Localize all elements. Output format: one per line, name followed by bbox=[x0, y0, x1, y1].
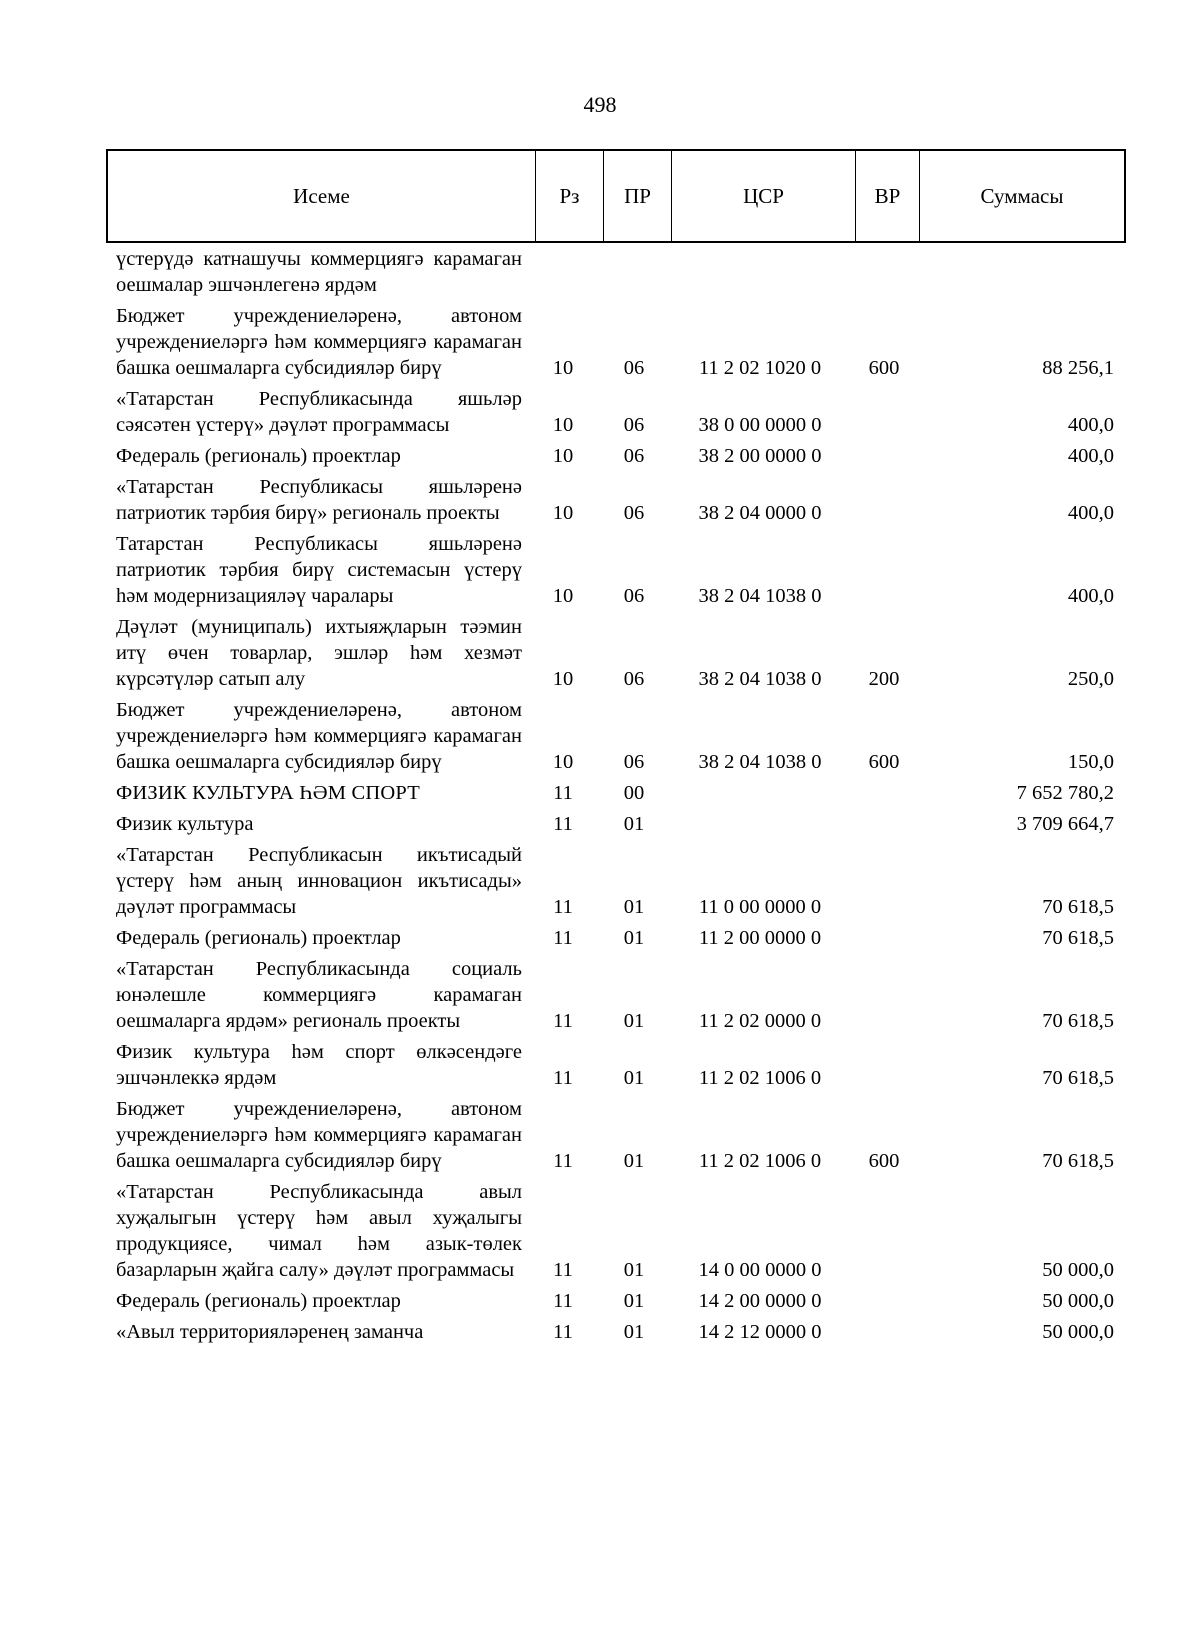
row-pr: 06 bbox=[623, 445, 645, 467]
table-row bbox=[106, 1039, 1126, 1091]
row-rz: 10 bbox=[552, 751, 574, 773]
table-row bbox=[106, 1288, 1126, 1314]
row-vr: 200 bbox=[868, 668, 900, 690]
header-sum: Суммасы bbox=[980, 183, 1064, 208]
row-sum: 70 618,5 bbox=[1042, 927, 1114, 949]
row-pr: 06 bbox=[623, 585, 645, 607]
row-name: Бюджет учреждениеләренә, автоном учреждениеләргә һәм коммерциягә карамаган башка оешмаларга субсидияләр бирү bbox=[116, 1098, 522, 1172]
row-sum: 400,0 bbox=[1067, 445, 1114, 467]
row-rz: 11 bbox=[553, 927, 573, 949]
row-rz: 11 bbox=[553, 1150, 573, 1172]
row-vr: 600 bbox=[868, 357, 900, 379]
row-sum: 70 618,5 bbox=[1042, 1067, 1114, 1089]
row-csr: 38 0 00 0000 0 bbox=[698, 414, 822, 436]
row-sum: 50 000,0 bbox=[1042, 1259, 1114, 1281]
row-sum: 400,0 bbox=[1067, 585, 1114, 607]
row-pr: 01 bbox=[623, 1290, 645, 1312]
table-row bbox=[106, 697, 1126, 775]
row-name: «Татарстан Республикасы яшьләренә патриотик тәрбия бирү» региональ проекты bbox=[116, 476, 522, 524]
row-name: «Авыл территорияләренең заманча bbox=[116, 1321, 424, 1343]
row-name: «Татарстан Республикасын икътисадый үстерү һәм аның инновацион икътисады» дәүләт программасы bbox=[116, 844, 522, 918]
row-rz: 11 bbox=[553, 1290, 573, 1312]
row-pr: 01 bbox=[623, 1067, 645, 1089]
row-pr: 06 bbox=[623, 357, 645, 379]
budget-table-body bbox=[106, 246, 1126, 1350]
row-name: ФИЗИК КУЛЬТУРА ҺӘМ СПОРТ bbox=[116, 782, 420, 804]
row-sum: 250,0 bbox=[1067, 668, 1114, 690]
row-rz: 11 bbox=[553, 1259, 573, 1281]
table-row bbox=[106, 443, 1126, 469]
row-pr: 01 bbox=[623, 813, 645, 835]
table-row bbox=[106, 811, 1126, 837]
row-pr: 06 bbox=[623, 414, 645, 436]
row-pr: 06 bbox=[623, 668, 645, 690]
page-number: 498 bbox=[583, 92, 617, 117]
header-csr: ЦСР bbox=[672, 151, 856, 241]
table-row bbox=[106, 246, 1126, 298]
row-rz: 11 bbox=[553, 896, 573, 918]
row-name: Федераль (региональ) проектлар bbox=[116, 1290, 401, 1312]
row-sum: 50 000,0 bbox=[1042, 1321, 1114, 1343]
row-csr: 11 2 02 1006 0 bbox=[698, 1150, 822, 1172]
row-pr: 01 bbox=[623, 1150, 645, 1172]
row-csr: 38 2 04 1038 0 bbox=[698, 585, 822, 607]
row-name: «Татарстан Республикасында социаль юнәлешле коммерциягә карамаган оешмаларга ярдәм» региональ проекты bbox=[116, 958, 522, 1032]
row-sum: 3 709 664,7 bbox=[1016, 813, 1114, 835]
row-pr: 01 bbox=[623, 1259, 645, 1281]
row-sum: 88 256,1 bbox=[1042, 357, 1114, 379]
row-name: Физик культура bbox=[116, 813, 254, 835]
row-csr: 14 0 00 0000 0 bbox=[698, 1259, 822, 1281]
table-row bbox=[106, 1319, 1126, 1345]
row-name: Федераль (региональ) проектлар bbox=[116, 445, 401, 467]
row-csr: 11 0 00 0000 0 bbox=[698, 896, 822, 918]
table-row bbox=[106, 1096, 1126, 1174]
row-csr: 38 2 04 1038 0 bbox=[698, 668, 822, 690]
row-sum: 70 618,5 bbox=[1042, 896, 1114, 918]
table-row bbox=[106, 303, 1126, 381]
row-rz: 10 bbox=[552, 357, 574, 379]
header-name: Исеме bbox=[108, 151, 536, 241]
table-row-section bbox=[106, 780, 1126, 806]
table-row bbox=[106, 1179, 1126, 1283]
row-pr: 06 bbox=[623, 502, 645, 524]
row-rz: 11 bbox=[553, 1321, 573, 1343]
row-pr: 00 bbox=[623, 782, 645, 804]
row-rz: 11 bbox=[553, 1067, 573, 1089]
row-vr: 600 bbox=[868, 751, 900, 773]
row-csr: 14 2 00 0000 0 bbox=[698, 1290, 822, 1312]
row-sum: 150,0 bbox=[1067, 751, 1114, 773]
row-name: үстерүдә катнашучы коммерциягә карамаган оешмалар эшчәнлегенә ярдәм bbox=[116, 248, 522, 296]
row-rz: 10 bbox=[552, 414, 574, 436]
table-row bbox=[106, 842, 1126, 920]
header-vr: ВР bbox=[856, 151, 920, 241]
header-pr: ПР bbox=[604, 151, 672, 241]
row-csr: 38 2 04 0000 0 bbox=[698, 502, 822, 524]
row-csr: 11 2 02 1006 0 bbox=[698, 1067, 822, 1089]
row-pr: 01 bbox=[623, 927, 645, 949]
row-rz: 11 bbox=[553, 1010, 573, 1032]
row-name: «Татарстан Республикасында авыл хуҗалыгын үстерү һәм авыл хуҗалыгы продукциясе, чимал һәм азык-төлек базарларын җайга салу» дәүләт программасы bbox=[116, 1181, 522, 1281]
row-csr: 14 2 12 0000 0 bbox=[698, 1321, 822, 1343]
row-pr: 01 bbox=[623, 896, 645, 918]
table-row bbox=[106, 614, 1126, 692]
row-sum: 7 652 780,2 bbox=[1016, 782, 1114, 804]
header-rz: Рз bbox=[536, 151, 604, 241]
row-csr: 11 2 00 0000 0 bbox=[698, 927, 822, 949]
row-rz: 11 bbox=[553, 782, 573, 804]
row-name: Бюджет учреждениеләренә, автоном учреждениеләргә һәм коммерциягә карамаган башка оешмаларга субсидияләр бирү bbox=[116, 699, 522, 773]
row-rz: 10 bbox=[552, 668, 574, 690]
table-row bbox=[106, 474, 1126, 526]
row-name: Дәүләт (муниципаль) ихтыяҗларын тәэмин итү өчен товарлар, эшләр һәм хезмәт күрсәтүләр сатып алу bbox=[116, 616, 522, 690]
table-row bbox=[106, 925, 1126, 951]
row-rz: 10 bbox=[552, 445, 574, 467]
table-row bbox=[106, 386, 1126, 438]
row-name: Татарстан Республикасы яшьләренә патриотик тәрбия бирү системасын үстерү һәм модернизацияләү чаралары bbox=[116, 533, 522, 607]
table-row bbox=[106, 531, 1126, 609]
row-csr: 11 2 02 0000 0 bbox=[698, 1010, 822, 1032]
row-rz: 10 bbox=[552, 585, 574, 607]
row-rz: 10 bbox=[552, 502, 574, 524]
row-csr: 11 2 02 1020 0 bbox=[698, 357, 822, 379]
row-sum: 50 000,0 bbox=[1042, 1290, 1114, 1312]
row-name: Физик культура һәм спорт өлкәсендәге эшчәнлеккә ярдәм bbox=[116, 1041, 522, 1089]
row-sum: 400,0 bbox=[1067, 502, 1114, 524]
row-pr: 06 bbox=[623, 751, 645, 773]
row-sum: 400,0 bbox=[1067, 414, 1114, 436]
row-csr: 38 2 04 1038 0 bbox=[698, 751, 822, 773]
row-sum: 70 618,5 bbox=[1042, 1010, 1114, 1032]
row-vr: 600 bbox=[868, 1150, 900, 1172]
row-pr: 01 bbox=[623, 1010, 645, 1032]
row-sum: 70 618,5 bbox=[1042, 1150, 1114, 1172]
row-name: Федераль (региональ) проектлар bbox=[116, 927, 401, 949]
row-csr: 38 2 00 0000 0 bbox=[698, 445, 822, 467]
row-name: «Татарстан Республикасында яшьләр сәясәтен үстерү» дәүләт программасы bbox=[116, 388, 522, 436]
table-header bbox=[106, 149, 1126, 243]
row-rz: 11 bbox=[553, 813, 573, 835]
row-pr: 01 bbox=[623, 1321, 645, 1343]
table-row bbox=[106, 956, 1126, 1034]
row-name: Бюджет учреждениеләренә, автоном учреждениеләргә һәм коммерциягә карамаган башка оешмаларга субсидияләр бирү bbox=[116, 305, 522, 379]
